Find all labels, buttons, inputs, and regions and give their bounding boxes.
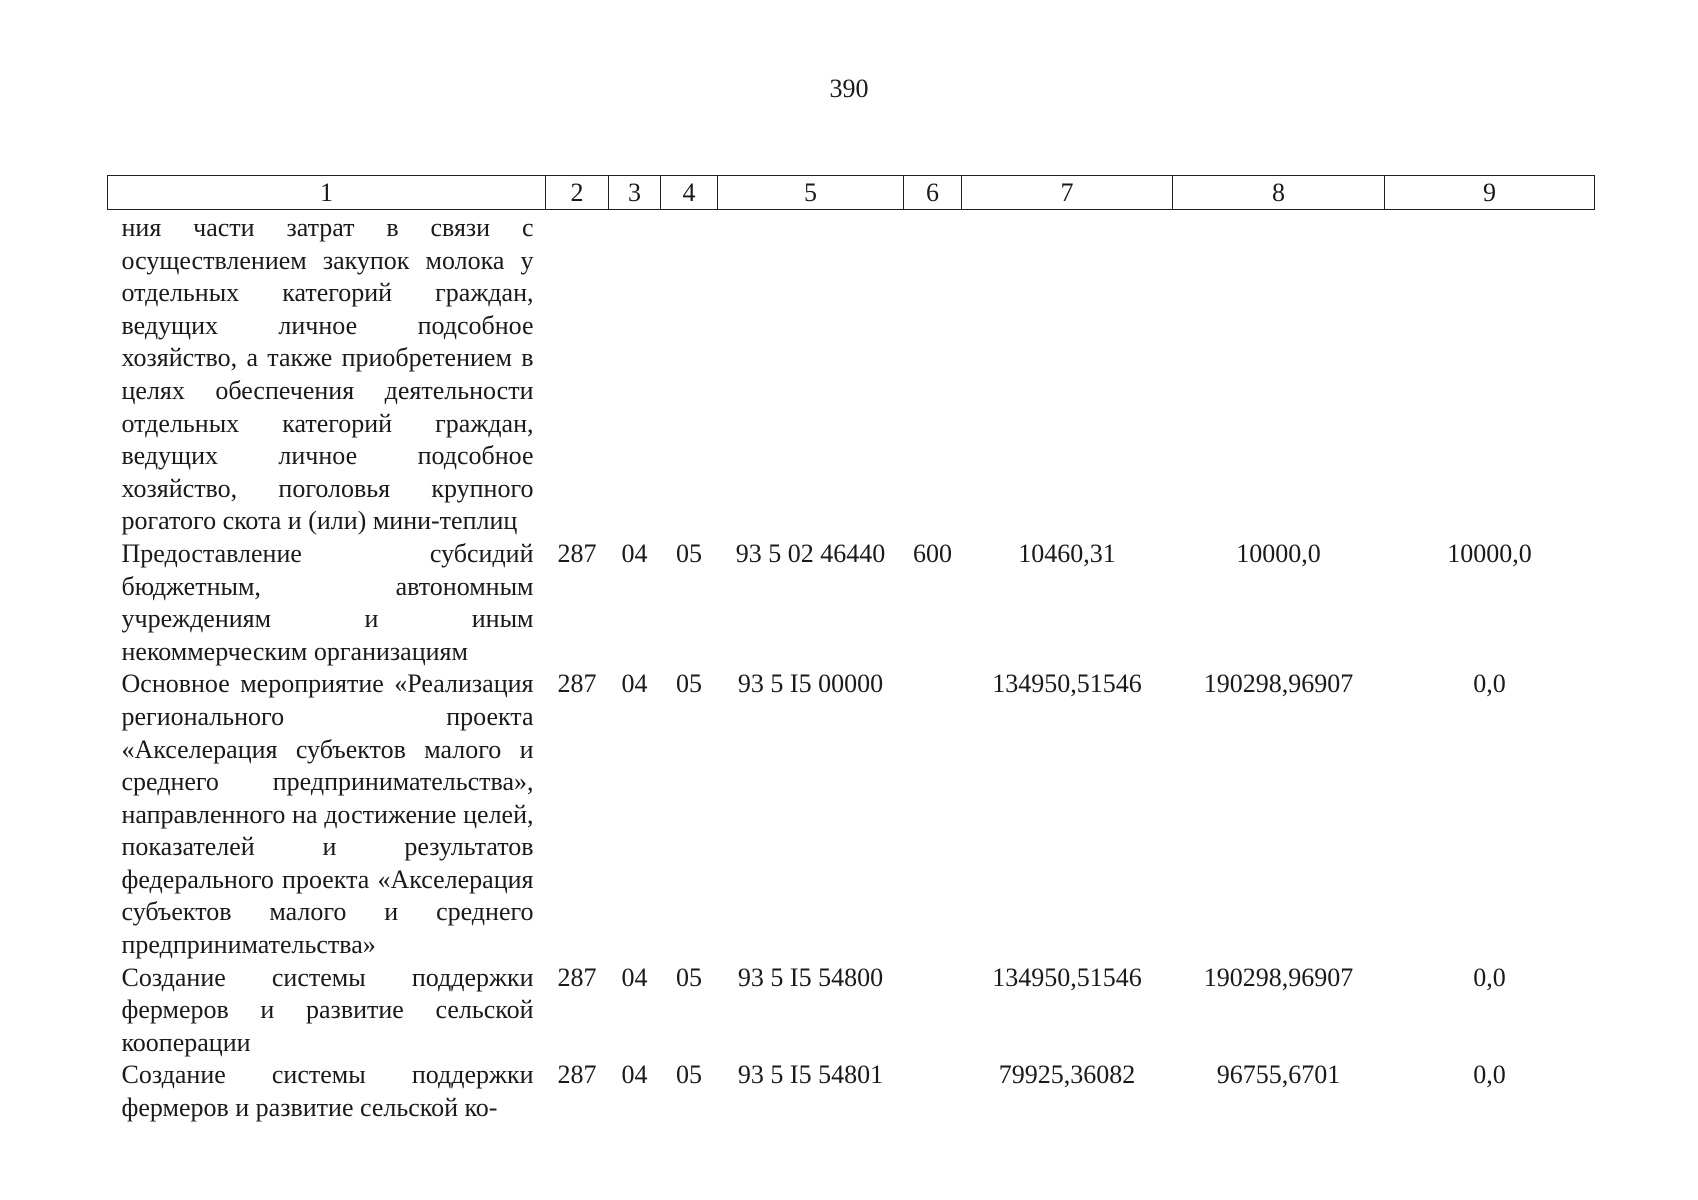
table-row: [108, 962, 1595, 1060]
table-header-row: [108, 176, 1595, 210]
cell-code-2: 287: [557, 1060, 597, 1090]
cell-code-3: 04: [621, 1060, 648, 1090]
cell-amount-8: 10000,0: [1236, 538, 1321, 568]
cell-amount-7: 10460,31: [1018, 538, 1116, 568]
column-header: 9: [1385, 176, 1595, 210]
cell-amount-7: 79925,36082: [998, 1060, 1136, 1090]
cell-code-4: [661, 210, 718, 538]
cell-code-3: 04: [621, 669, 648, 699]
table-row: [108, 538, 1595, 668]
cell-amount-8: 190298,96907: [1203, 962, 1354, 992]
item-name: Предоставление субсидий бюджетным, автономным учреждениям и иным некоммерческим организациям: [121, 538, 534, 666]
column-header: 4: [661, 176, 718, 210]
cell-code-6: 600: [913, 538, 952, 568]
cell-amount-9: 0,0: [1473, 962, 1506, 992]
item-name: ния части затрат в связи с осуществлением закупок молока у отдельных категорий граждан, ведущих личное подсобное хозяйство, а также приобретением в целях обеспечения деятельности отдельных категорий граждан, ведущих личное подсобное хозяйство, поголовья крупного рогатого скота и (или) мини-теплиц: [121, 213, 534, 536]
column-header: 6: [904, 176, 962, 210]
item-name: Создание системы поддержки фермеров и развитие сельской кооперации: [121, 962, 534, 1057]
item-name: Основное мероприятие «Реализация регионального проекта «Акселерация субъектов малого и среднего предпринимательства», направленного на достижение целей, показателей и результатов федерального проекта «Акселерация субъектов малого и среднего предпринимательства»: [121, 669, 534, 960]
cell-amount-8: [1173, 210, 1385, 538]
cell-code-3: 04: [621, 538, 648, 568]
cell-code-4: 05: [676, 962, 702, 992]
table-row: [108, 668, 1595, 961]
cell-code-2: [546, 210, 609, 538]
table-row: [108, 210, 1595, 538]
cell-code-3: [609, 210, 661, 538]
item-name: Создание системы поддержки фермеров и развитие сельской ко-: [121, 1060, 534, 1123]
cell-code-2: 287: [557, 962, 597, 992]
cell-amount-7: 134950,51546: [992, 669, 1142, 699]
page-number: 390: [829, 74, 869, 103]
cell-amount-9: [1385, 210, 1595, 538]
cell-code-6: [904, 962, 962, 1060]
cell-code-5: [718, 210, 904, 538]
cell-code-6: [904, 1059, 962, 1124]
cell-code-5: 93 5 I5 54800: [737, 962, 884, 992]
cell-amount-7: [962, 210, 1173, 538]
column-header: 5: [718, 176, 904, 210]
column-header: 8: [1173, 176, 1385, 210]
cell-code-6: [904, 668, 962, 961]
cell-code-5: 93 5 I5 00000: [737, 669, 884, 699]
cell-code-4: 05: [676, 669, 702, 699]
cell-code-4: 05: [676, 1060, 702, 1090]
column-header: 2: [546, 176, 609, 210]
cell-amount-8: 96755,6701: [1216, 1060, 1341, 1090]
column-header: 3: [609, 176, 661, 210]
column-header: 1: [108, 176, 546, 210]
cell-code-4: 05: [676, 538, 702, 568]
cell-amount-7: 134950,51546: [992, 962, 1142, 992]
cell-amount-9: 10000,0: [1447, 538, 1532, 568]
cell-amount-9: 0,0: [1473, 669, 1506, 699]
cell-amount-8: 190298,96907: [1203, 669, 1354, 699]
cell-code-2: 287: [557, 669, 597, 699]
column-header: 7: [962, 176, 1173, 210]
cell-code-5: 93 5 I5 54801: [737, 1060, 884, 1090]
cell-code-3: 04: [621, 962, 648, 992]
cell-code-5: 93 5 02 46440: [735, 538, 886, 568]
cell-code-2: 287: [557, 538, 597, 568]
budget-table: [107, 175, 1595, 1125]
cell-amount-9: 0,0: [1473, 1060, 1506, 1090]
table-row: [108, 1059, 1595, 1124]
cell-code-6: [904, 210, 962, 538]
